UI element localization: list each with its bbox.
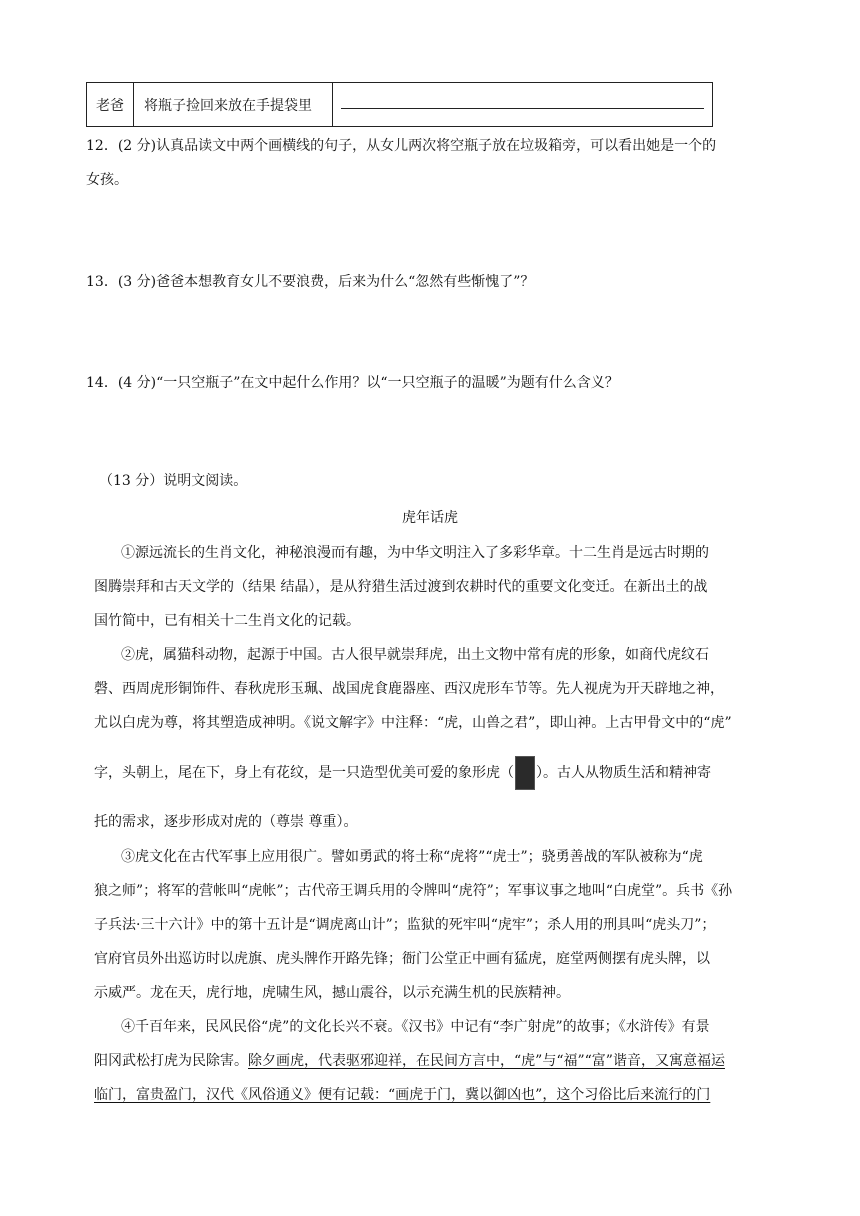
table-cell-person: 老爸 bbox=[87, 83, 134, 126]
paragraph-line: ①源远流长的生肖文化，神秘浪漫而有趣，为中华文明注入了多彩华章。十二生肖是远古时期的 bbox=[121, 545, 709, 561]
paragraph-line: 磬、西周虎形铜饰件、春秋虎形玉珮、战国虎食鹿器座、西汉虎形车节等。先人视虎为开天辟地之神， bbox=[94, 681, 724, 697]
underlined-sentence: 除夕画虎，代表驱邪迎祥，在民间方言中，“虎”与“福”“富”谐音，又寓意福运 bbox=[248, 1053, 725, 1069]
underlined-sentence: 临门，富贵盈门，汉代《风俗通义》便有记载：“画虎于门，冀以御凶也”，这个习俗比后来流行的门 bbox=[94, 1087, 711, 1103]
question-12-line1: 12．(2 分)认真品读文中两个画横线的句子，从女儿两次将空瓶子放在垃圾箱旁，可以看出她是一个的 bbox=[86, 138, 717, 154]
paragraph-line: 子兵法·三十六计》中的第十五计是“调虎离山计”；监狱的死牢叫“虎牢”；杀人用的刑具叫“虎头刀”； bbox=[94, 917, 716, 933]
table-cell-answer-blank[interactable] bbox=[333, 83, 712, 126]
question-14: 14．(4 分)“一只空瓶子”在文中起什么作用？以“一只空瓶子的温暖”为题有什么含义？ bbox=[86, 375, 619, 391]
paragraph-line: 官府官员外出巡访时以虎旗、虎头牌作开路先锋；衙门公堂正中画有猛虎，庭堂两侧摆有虎头牌，以 bbox=[94, 951, 710, 967]
paragraph-line: 示威严。龙在天，虎行地，虎啸生风，撼山震谷，以示充满生机的民族精神。 bbox=[94, 985, 570, 1001]
question-13: 13．(3 分)爸爸本想教育女儿不要浪费，后来为什么“忽然有些惭愧了”？ bbox=[86, 274, 535, 290]
table-cell-action: 将瓶子捡回来放在手提袋里 bbox=[134, 83, 333, 126]
question-12 bbox=[86, 129, 766, 197]
oracle-bone-tiger-image bbox=[515, 756, 535, 790]
paragraph-line: 尤以白虎为尊，将其塑造成神明。《说文解字》中注释：“虎，山兽之君”，即山神。上古甲骨文中的“虎” bbox=[94, 715, 732, 731]
section-label: （13 分）说明文阅读。 bbox=[99, 473, 248, 489]
paragraph-text: 阳冈武松打虎为民除害。 bbox=[94, 1053, 248, 1069]
paragraph-line: ②虎，属猫科动物，起源于中国。古人很早就崇拜虎，出土文物中常有虎的形象，如商代虎纹石 bbox=[121, 647, 709, 663]
paragraph-line: ④千百年来，民风民俗“虎”的文化长兴不衰。《汉书》中记有“李广射虎”的故事；《水浒传》有景 bbox=[121, 1019, 710, 1035]
paragraph-text: ）。古人从物质生活和精神寄 bbox=[536, 765, 711, 781]
paragraph-line: 托的需求，逐步形成对虎的（尊崇 尊重）。 bbox=[94, 814, 358, 830]
paragraph-line: 国竹简中，已有相关十二生肖文化的记载。 bbox=[94, 613, 360, 629]
question-12-line2: 女孩。 bbox=[86, 172, 128, 188]
article-title: 虎年话虎 bbox=[402, 510, 458, 526]
answer-blank-line bbox=[341, 108, 704, 109]
paragraph-text: 字，头朝上，尾在下，身上有花纹，是一只造型优美可爱的象形虎（ bbox=[94, 765, 514, 781]
paragraph-line bbox=[94, 756, 711, 790]
answer-table bbox=[86, 82, 713, 127]
paragraph-line bbox=[94, 1050, 725, 1070]
paragraph-line: 图腾崇拜和古天文学的（结果 结晶），是从狩猎生活过渡到农耕时代的重要文化变迁。在新出土的战 bbox=[94, 579, 708, 595]
paragraph-line: 狼之师”；将军的营帐叫“虎帐”；古代帝王调兵用的令牌叫“虎符”；军事议事之地叫“白虎堂”。兵书《孙 bbox=[94, 883, 733, 899]
paragraph-line: ③虎文化在古代军事上应用很广。譬如勇武的将士称“虎将”“虎士”；骁勇善战的军队被称为“虎 bbox=[121, 849, 703, 865]
